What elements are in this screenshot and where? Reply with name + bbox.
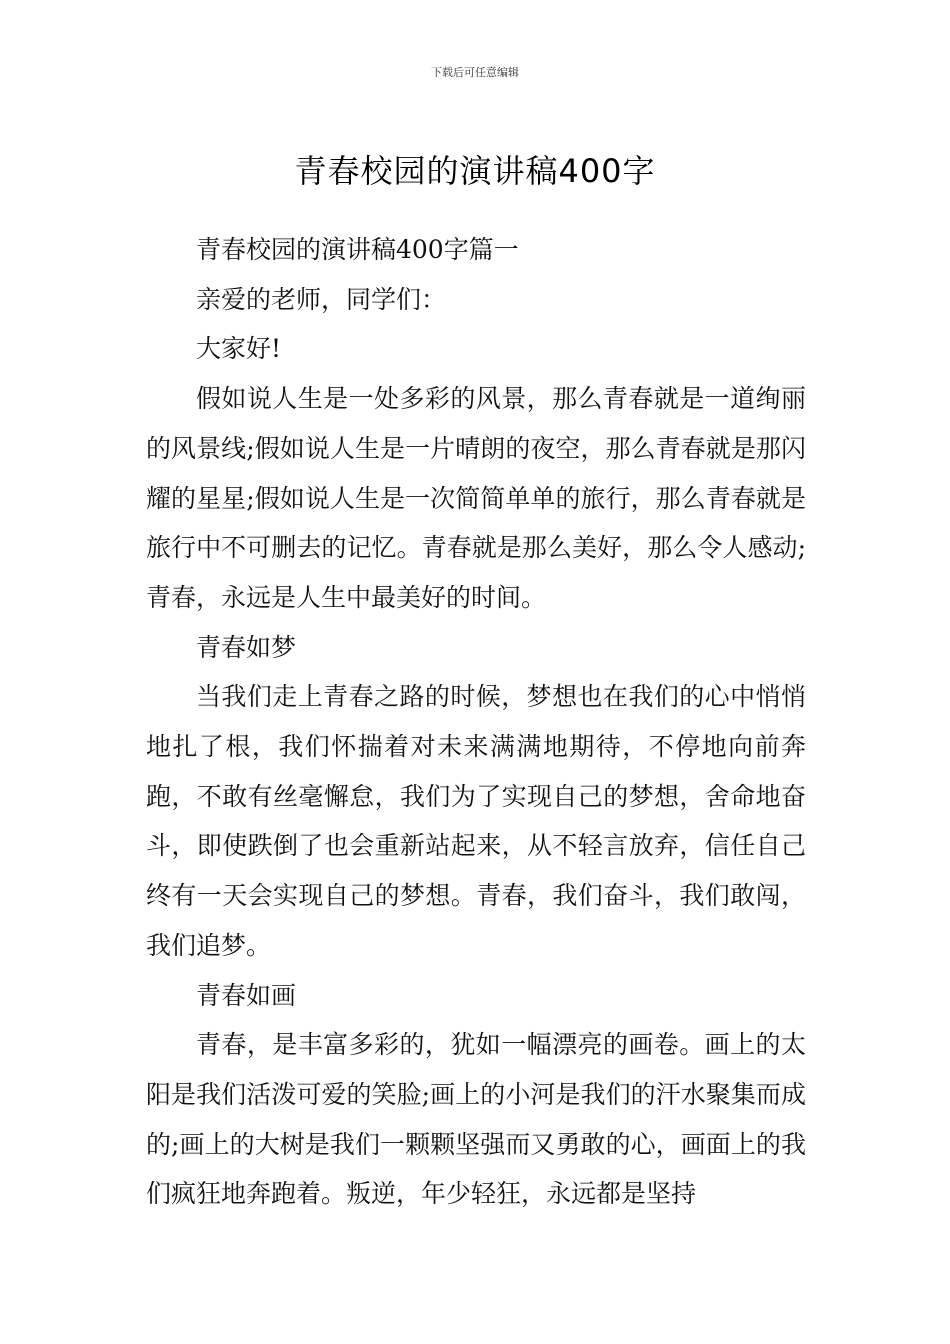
page-title: 青春校园的演讲稿400字 (294, 152, 656, 191)
header-note: 下载后可任意编辑 (431, 66, 519, 79)
greeting: 大家好! (196, 334, 282, 364)
paragraph: 青春，是丰富多彩的，犹如一幅漂亮的画卷。画上的太阳是我们活泼可爱的笑脸;画上的小河是我们的汗水聚集而成的;画上的大树是我们一颗颗坚强而又勇敢的心，画面上的我们疯狂地奔跑着。叛逆，年少轻狂，永远都是坚持 (146, 1030, 806, 1209)
salutation: 亲爱的老师，同学们： (196, 284, 447, 314)
section-heading: 青春校园的演讲稿400字篇一 (196, 235, 519, 264)
paragraph: 假如说人生是一处多彩的风景，那么青春就是一道绚丽的风景线;假如说人生是一片晴朗的夜空，那么青春就是那闪耀的星星;假如说人生是一次简简单单的旅行，那么青春就是旅行中不可删去的记忆。青春就是那么美好，那么令人感动;青春，永远是人生中最美好的时间。 (146, 384, 806, 612)
document-body (146, 225, 806, 1219)
subheading: 青春如画 (196, 980, 297, 1010)
subheading: 青春如梦 (196, 632, 297, 662)
paragraph: 当我们走上青春之路的时候，梦想也在我们的心中悄悄地扎了根，我们怀揣着对未来满满地期待，不停地向前奔跑，不敢有丝毫懈怠，我们为了实现自己的梦想，舍命地奋斗，即使跌倒了也会重新站起来，从不轻言放弃，信任自己终有一天会实现自己的梦想。青春，我们奋斗，我们敢闯，我们追梦。 (146, 682, 806, 960)
